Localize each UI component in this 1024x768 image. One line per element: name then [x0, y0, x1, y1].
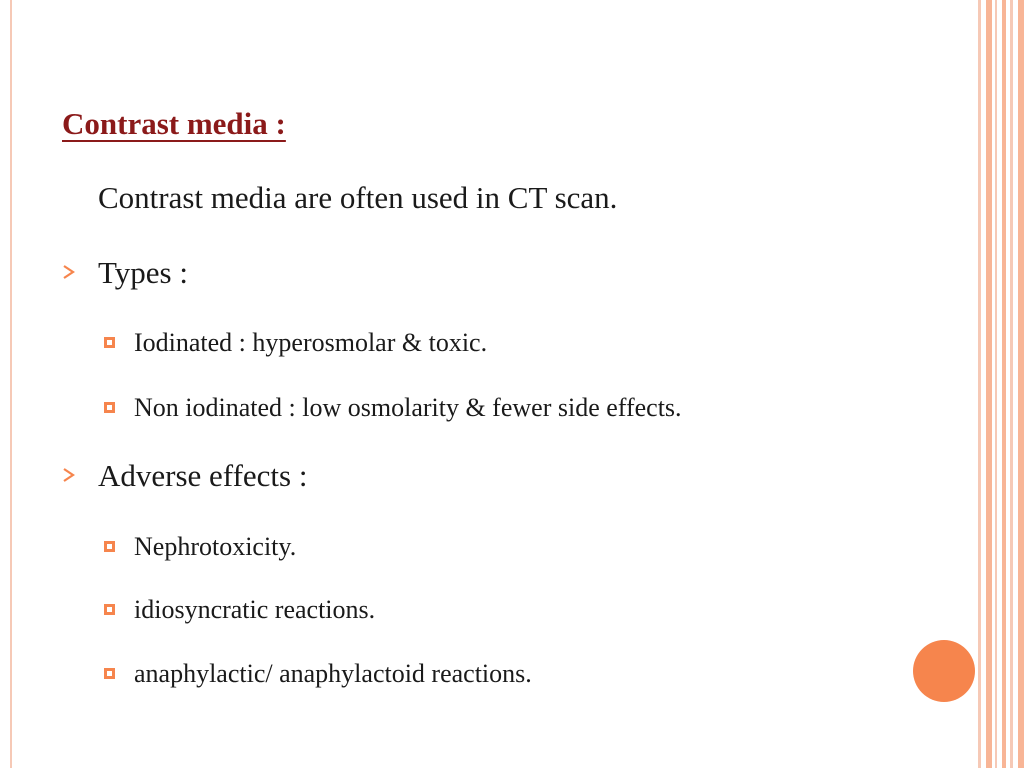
list-item-text: Nephrotoxicity.	[134, 532, 297, 561]
section-heading-label: Types :	[98, 255, 188, 290]
border-stripe	[986, 0, 992, 768]
list-item-text: idiosyncratic reactions.	[134, 595, 376, 624]
square-bullet-icon	[104, 337, 115, 348]
list-item-text: Non iodinated : low osmolarity & fewer side effects.	[134, 393, 682, 422]
right-border-stripes	[978, 0, 1024, 768]
square-bullet-icon	[104, 402, 115, 413]
border-stripe	[1018, 0, 1024, 768]
square-bullet-icon	[104, 604, 115, 615]
section-heading-label: Adverse effects :	[98, 458, 308, 493]
intro-text: Contrast media are often used in CT scan.	[98, 180, 618, 215]
border-stripe	[1002, 0, 1006, 768]
slide-title: Contrast media :	[62, 106, 286, 141]
list-item-text: Iodinated : hyperosmolar & toxic.	[134, 328, 488, 357]
square-bullet-icon	[104, 541, 115, 552]
circle-icon	[913, 640, 975, 702]
border-stripe	[978, 0, 981, 768]
left-border-line	[10, 0, 12, 768]
border-stripe	[1010, 0, 1013, 768]
arrowhead-icon	[62, 467, 76, 483]
border-stripe	[995, 0, 997, 768]
list-item-text: anaphylactic/ anaphylactoid reactions.	[134, 659, 532, 688]
arrowhead-icon	[62, 264, 76, 280]
square-bullet-icon	[104, 668, 115, 679]
